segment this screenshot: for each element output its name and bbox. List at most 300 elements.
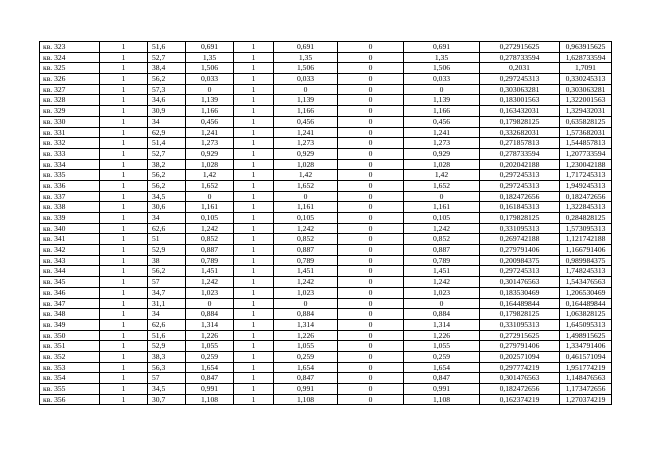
table-row (40, 234, 612, 245)
value-cell: 1,506 (186, 63, 234, 74)
apartment-cell: кв. 339 (40, 213, 100, 224)
coef-cell: 1 (234, 319, 274, 330)
share-cell: 0,297245313 (480, 170, 560, 181)
zero-cell: 0 (338, 287, 404, 298)
value-cell: 1,226 (186, 330, 234, 341)
table-row (40, 148, 612, 159)
area-cell: 57 (148, 277, 186, 288)
value-cell: 0 (186, 191, 234, 202)
count-cell: 1 (100, 362, 148, 373)
zero-cell: 0 (338, 213, 404, 224)
total-cell: 0,929 (404, 148, 480, 159)
share-cell: 0,182472656 (480, 384, 560, 395)
sum-cell: 1,628733594 (560, 52, 612, 63)
area-cell: 51 (148, 234, 186, 245)
result-cell: 1,654 (274, 362, 338, 373)
area-cell: 38 (148, 255, 186, 266)
count-cell: 1 (100, 202, 148, 213)
share-cell: 0,278733594 (480, 52, 560, 63)
coef-cell: 1 (234, 138, 274, 149)
area-cell: 34,5 (148, 191, 186, 202)
coef-cell: 1 (234, 223, 274, 234)
coef-cell: 1 (234, 277, 274, 288)
result-cell: 1,35 (274, 52, 338, 63)
value-cell: 0 (186, 298, 234, 309)
apartment-cell: кв. 323 (40, 42, 100, 53)
zero-cell: 0 (338, 341, 404, 352)
zero-cell: 0 (338, 330, 404, 341)
result-cell: 1,314 (274, 319, 338, 330)
sum-cell: 1,230042188 (560, 159, 612, 170)
total-cell: 0,105 (404, 213, 480, 224)
table-row (40, 95, 612, 106)
share-cell: 0,182472656 (480, 191, 560, 202)
table-row (40, 341, 612, 352)
apartment-cell: кв. 338 (40, 202, 100, 213)
total-cell: 1,242 (404, 277, 480, 288)
data-table (39, 41, 612, 405)
count-cell: 1 (100, 330, 148, 341)
count-cell: 1 (100, 63, 148, 74)
sum-cell: 1,148476563 (560, 373, 612, 384)
area-cell: 30,6 (148, 202, 186, 213)
count-cell: 1 (100, 309, 148, 320)
table-row (40, 373, 612, 384)
sum-cell: 1,206530469 (560, 287, 612, 298)
sum-cell: 0,330245313 (560, 74, 612, 85)
apartment-cell: кв. 345 (40, 277, 100, 288)
sum-cell: 1,121742188 (560, 234, 612, 245)
coef-cell: 1 (234, 330, 274, 341)
table-row (40, 277, 612, 288)
share-cell: 0,183530469 (480, 287, 560, 298)
value-cell: 0,259 (186, 351, 234, 362)
coef-cell: 1 (234, 127, 274, 138)
share-cell: 0,200984375 (480, 255, 560, 266)
share-cell: 0,331095313 (480, 223, 560, 234)
result-cell: 0,033 (274, 74, 338, 85)
apartment-cell: кв. 330 (40, 116, 100, 127)
total-cell: 1,139 (404, 95, 480, 106)
share-cell: 0,272915625 (480, 42, 560, 53)
result-cell: 0,852 (274, 234, 338, 245)
table-row (40, 202, 612, 213)
area-cell: 34 (148, 213, 186, 224)
zero-cell: 0 (338, 309, 404, 320)
zero-cell: 0 (338, 373, 404, 384)
area-cell: 51,6 (148, 330, 186, 341)
sum-cell: 1,329432031 (560, 106, 612, 117)
coef-cell: 1 (234, 106, 274, 117)
sum-cell: 1,544857813 (560, 138, 612, 149)
zero-cell: 0 (338, 394, 404, 405)
total-cell: 1,166 (404, 106, 480, 117)
total-cell: 0,456 (404, 116, 480, 127)
area-cell: 62,9 (148, 127, 186, 138)
value-cell: 1,654 (186, 362, 234, 373)
table-row (40, 170, 612, 181)
area-cell: 38,4 (148, 63, 186, 74)
sum-cell: 1,334791406 (560, 341, 612, 352)
share-cell: 0,161845313 (480, 202, 560, 213)
result-cell: 1,242 (274, 223, 338, 234)
total-cell: 1,314 (404, 319, 480, 330)
total-cell: 0,991 (404, 384, 480, 395)
count-cell: 1 (100, 298, 148, 309)
table-row (40, 138, 612, 149)
count-cell: 1 (100, 42, 148, 53)
count-cell: 1 (100, 319, 148, 330)
area-cell: 30,9 (148, 106, 186, 117)
coef-cell: 1 (234, 384, 274, 395)
zero-cell: 0 (338, 63, 404, 74)
zero-cell: 0 (338, 84, 404, 95)
table-row (40, 127, 612, 138)
area-cell: 62,6 (148, 319, 186, 330)
area-cell: 31,1 (148, 298, 186, 309)
zero-cell: 0 (338, 319, 404, 330)
table-row (40, 223, 612, 234)
table-row (40, 255, 612, 266)
count-cell: 1 (100, 351, 148, 362)
apartment-cell: кв. 349 (40, 319, 100, 330)
total-cell: 1,108 (404, 394, 480, 405)
sum-cell: 1,173472656 (560, 384, 612, 395)
apartment-cell: кв. 333 (40, 148, 100, 159)
total-cell: 1,023 (404, 287, 480, 298)
result-cell: 1,226 (274, 330, 338, 341)
apartment-cell: кв. 352 (40, 351, 100, 362)
count-cell: 1 (100, 116, 148, 127)
apartment-cell: кв. 341 (40, 234, 100, 245)
result-cell: 0,456 (274, 116, 338, 127)
zero-cell: 0 (338, 277, 404, 288)
apartment-cell: кв. 336 (40, 180, 100, 191)
total-cell: 0 (404, 191, 480, 202)
table-row (40, 266, 612, 277)
table-row (40, 309, 612, 320)
value-cell: 0,929 (186, 148, 234, 159)
share-cell: 0,297245313 (480, 74, 560, 85)
share-cell: 0,272915625 (480, 330, 560, 341)
apartment-cell: кв. 326 (40, 74, 100, 85)
coef-cell: 1 (234, 362, 274, 373)
sum-cell: 1,951774219 (560, 362, 612, 373)
apartment-cell: кв. 331 (40, 127, 100, 138)
result-cell: 1,242 (274, 277, 338, 288)
result-cell: 1,108 (274, 394, 338, 405)
sum-cell: 1,063828125 (560, 309, 612, 320)
share-cell: 0,331095313 (480, 319, 560, 330)
count-cell: 1 (100, 245, 148, 256)
sum-cell: 0,164489844 (560, 298, 612, 309)
table-row (40, 84, 612, 95)
total-cell: 1,161 (404, 202, 480, 213)
total-cell: 1,241 (404, 127, 480, 138)
table-row (40, 330, 612, 341)
area-cell: 52,9 (148, 245, 186, 256)
result-cell: 0,929 (274, 148, 338, 159)
count-cell: 1 (100, 266, 148, 277)
share-cell: 0,301476563 (480, 373, 560, 384)
share-cell: 0,179828125 (480, 213, 560, 224)
share-cell: 0,332682031 (480, 127, 560, 138)
coef-cell: 1 (234, 84, 274, 95)
apartment-cell: кв. 344 (40, 266, 100, 277)
sum-cell: 1,949245313 (560, 180, 612, 191)
result-cell: 1,652 (274, 180, 338, 191)
zero-cell: 0 (338, 148, 404, 159)
table-row (40, 63, 612, 74)
coef-cell: 1 (234, 52, 274, 63)
count-cell: 1 (100, 223, 148, 234)
sum-cell: 1,717245313 (560, 170, 612, 181)
value-cell: 1,35 (186, 52, 234, 63)
apartment-cell: кв. 350 (40, 330, 100, 341)
apartment-cell: кв. 353 (40, 362, 100, 373)
table-row (40, 384, 612, 395)
value-cell: 1,451 (186, 266, 234, 277)
value-cell: 0,105 (186, 213, 234, 224)
area-cell: 56,2 (148, 266, 186, 277)
value-cell: 1,273 (186, 138, 234, 149)
area-cell: 62,6 (148, 223, 186, 234)
value-cell: 0,033 (186, 74, 234, 85)
table-row (40, 180, 612, 191)
sum-cell: 1,322001563 (560, 95, 612, 106)
table-row (40, 351, 612, 362)
sum-cell: 0,182472656 (560, 191, 612, 202)
apartment-cell: кв. 329 (40, 106, 100, 117)
sum-cell: 1,543476563 (560, 277, 612, 288)
coef-cell: 1 (234, 170, 274, 181)
value-cell: 1,241 (186, 127, 234, 138)
coef-cell: 1 (234, 245, 274, 256)
total-cell: 1,055 (404, 341, 480, 352)
result-cell: 0,789 (274, 255, 338, 266)
zero-cell: 0 (338, 138, 404, 149)
value-cell: 1,242 (186, 277, 234, 288)
area-cell: 51,4 (148, 138, 186, 149)
coef-cell: 1 (234, 159, 274, 170)
sum-cell: 1,573095313 (560, 223, 612, 234)
total-cell: 1,242 (404, 223, 480, 234)
result-cell: 1,023 (274, 287, 338, 298)
coef-cell: 1 (234, 298, 274, 309)
share-cell: 0,297245313 (480, 266, 560, 277)
result-cell: 1,241 (274, 127, 338, 138)
sum-cell: 1,573682031 (560, 127, 612, 138)
value-cell: 0,991 (186, 384, 234, 395)
zero-cell: 0 (338, 202, 404, 213)
table-row (40, 287, 612, 298)
share-cell: 0,179828125 (480, 116, 560, 127)
total-cell: 0,691 (404, 42, 480, 53)
coef-cell: 1 (234, 287, 274, 298)
count-cell: 1 (100, 127, 148, 138)
table-row (40, 42, 612, 53)
area-cell: 34 (148, 309, 186, 320)
table-row (40, 245, 612, 256)
coef-cell: 1 (234, 74, 274, 85)
total-cell: 0,884 (404, 309, 480, 320)
sum-cell: 1,270374219 (560, 394, 612, 405)
area-cell: 52,9 (148, 341, 186, 352)
share-cell: 0,162374219 (480, 394, 560, 405)
count-cell: 1 (100, 159, 148, 170)
share-cell: 0,163432031 (480, 106, 560, 117)
coef-cell: 1 (234, 116, 274, 127)
share-cell: 0,297774219 (480, 362, 560, 373)
count-cell: 1 (100, 170, 148, 181)
area-cell: 56,3 (148, 362, 186, 373)
table-row (40, 191, 612, 202)
share-cell: 0,279791406 (480, 341, 560, 352)
zero-cell: 0 (338, 266, 404, 277)
zero-cell: 0 (338, 159, 404, 170)
area-cell: 57,3 (148, 84, 186, 95)
value-cell: 1,42 (186, 170, 234, 181)
count-cell: 1 (100, 384, 148, 395)
count-cell: 1 (100, 148, 148, 159)
result-cell: 0 (274, 298, 338, 309)
value-cell: 0,847 (186, 373, 234, 384)
value-cell: 1,055 (186, 341, 234, 352)
total-cell: 1,42 (404, 170, 480, 181)
count-cell: 1 (100, 394, 148, 405)
table-row (40, 394, 612, 405)
zero-cell: 0 (338, 180, 404, 191)
coef-cell: 1 (234, 394, 274, 405)
count-cell: 1 (100, 138, 148, 149)
sum-cell: 1,207733594 (560, 148, 612, 159)
apartment-cell: кв. 324 (40, 52, 100, 63)
sum-cell: 1,645095313 (560, 319, 612, 330)
area-cell: 30,7 (148, 394, 186, 405)
sum-cell: 0,284828125 (560, 213, 612, 224)
count-cell: 1 (100, 373, 148, 384)
count-cell: 1 (100, 341, 148, 352)
zero-cell: 0 (338, 116, 404, 127)
result-cell: 1,166 (274, 106, 338, 117)
share-cell: 0,269742188 (480, 234, 560, 245)
share-cell: 0,278733594 (480, 148, 560, 159)
count-cell: 1 (100, 255, 148, 266)
coef-cell: 1 (234, 351, 274, 362)
zero-cell: 0 (338, 234, 404, 245)
value-cell: 1,161 (186, 202, 234, 213)
table-row (40, 159, 612, 170)
share-cell: 0,303063281 (480, 84, 560, 95)
zero-cell: 0 (338, 52, 404, 63)
count-cell: 1 (100, 180, 148, 191)
value-cell: 0,887 (186, 245, 234, 256)
table-body (40, 42, 612, 405)
total-cell: 0,033 (404, 74, 480, 85)
zero-cell: 0 (338, 170, 404, 181)
apartment-cell: кв. 354 (40, 373, 100, 384)
coef-cell: 1 (234, 191, 274, 202)
apartment-cell: кв. 356 (40, 394, 100, 405)
zero-cell: 0 (338, 362, 404, 373)
coef-cell: 1 (234, 213, 274, 224)
value-cell: 1,028 (186, 159, 234, 170)
share-cell: 0,179828125 (480, 309, 560, 320)
area-cell: 52,7 (148, 148, 186, 159)
total-cell: 1,652 (404, 180, 480, 191)
value-cell: 1,314 (186, 319, 234, 330)
value-cell: 1,139 (186, 95, 234, 106)
total-cell: 0,887 (404, 245, 480, 256)
apartment-cell: кв. 342 (40, 245, 100, 256)
zero-cell: 0 (338, 298, 404, 309)
share-cell: 0,297245313 (480, 180, 560, 191)
total-cell: 1,028 (404, 159, 480, 170)
result-cell: 1,055 (274, 341, 338, 352)
sum-cell: 1,498915625 (560, 330, 612, 341)
apartment-cell: кв. 340 (40, 223, 100, 234)
apartment-cell: кв. 334 (40, 159, 100, 170)
share-cell: 0,301476563 (480, 277, 560, 288)
value-cell: 1,023 (186, 287, 234, 298)
table-row (40, 106, 612, 117)
coef-cell: 1 (234, 42, 274, 53)
value-cell: 0,884 (186, 309, 234, 320)
result-cell: 1,028 (274, 159, 338, 170)
count-cell: 1 (100, 213, 148, 224)
value-cell: 1,652 (186, 180, 234, 191)
result-cell: 1,273 (274, 138, 338, 149)
count-cell: 1 (100, 287, 148, 298)
apartment-cell: кв. 335 (40, 170, 100, 181)
sum-cell: 1,322845313 (560, 202, 612, 213)
count-cell: 1 (100, 191, 148, 202)
apartment-cell: кв. 347 (40, 298, 100, 309)
zero-cell: 0 (338, 42, 404, 53)
zero-cell: 0 (338, 351, 404, 362)
table-row (40, 319, 612, 330)
total-cell: 1,226 (404, 330, 480, 341)
result-cell: 0,847 (274, 373, 338, 384)
coef-cell: 1 (234, 95, 274, 106)
table-row (40, 52, 612, 63)
zero-cell: 0 (338, 191, 404, 202)
value-cell: 0,852 (186, 234, 234, 245)
zero-cell: 0 (338, 127, 404, 138)
table-row (40, 298, 612, 309)
result-cell: 1,451 (274, 266, 338, 277)
value-cell: 0,691 (186, 42, 234, 53)
zero-cell: 0 (338, 95, 404, 106)
sum-cell: 1,166791406 (560, 245, 612, 256)
result-cell: 0 (274, 84, 338, 95)
coef-cell: 1 (234, 63, 274, 74)
total-cell: 0 (404, 298, 480, 309)
result-cell: 1,506 (274, 63, 338, 74)
apartment-cell: кв. 337 (40, 191, 100, 202)
coef-cell: 1 (234, 202, 274, 213)
area-cell: 34 (148, 116, 186, 127)
result-cell: 0,991 (274, 384, 338, 395)
area-cell: 34,5 (148, 384, 186, 395)
count-cell: 1 (100, 106, 148, 117)
zero-cell: 0 (338, 74, 404, 85)
value-cell: 1,166 (186, 106, 234, 117)
total-cell: 0,852 (404, 234, 480, 245)
coef-cell: 1 (234, 255, 274, 266)
sum-cell: 0,989984375 (560, 255, 612, 266)
apartment-cell: кв. 328 (40, 95, 100, 106)
